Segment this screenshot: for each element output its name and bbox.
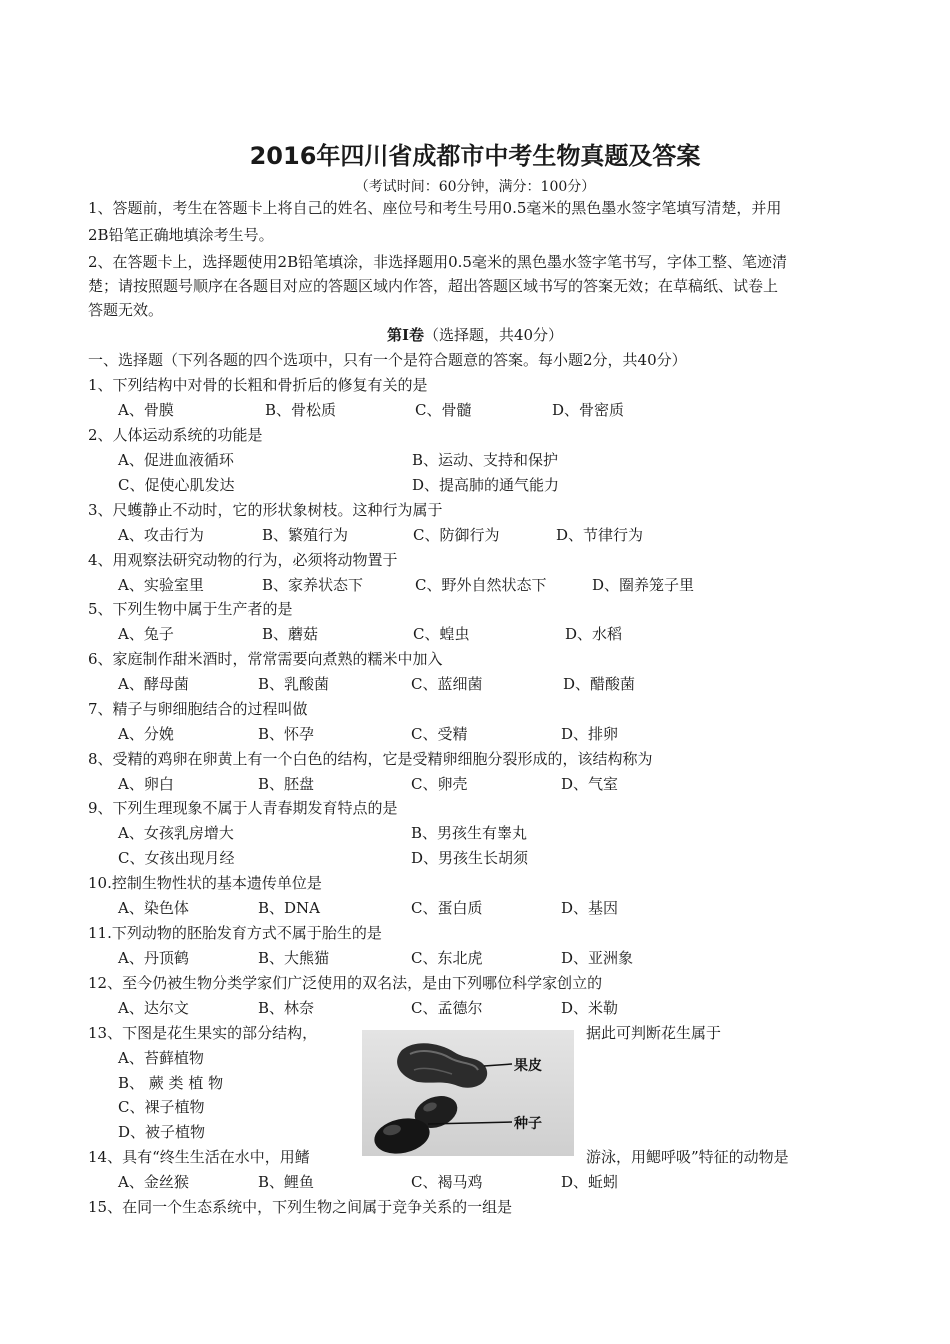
exam-info: （考试时间：60分钟，满分：100分） bbox=[354, 179, 596, 195]
question-1-option-d: D、骨密质 bbox=[552, 401, 625, 419]
section-intro: 一、选择题（下列各题的四个选项中，只有一个是符合题意的答案。每小题2分，共40分） bbox=[88, 351, 687, 369]
question-11-option-d: D、亚洲象 bbox=[561, 949, 634, 967]
question-7-option-c: C、受精 bbox=[411, 725, 468, 743]
question-8-option-c: C、卵壳 bbox=[411, 775, 468, 793]
question-9-option-a: A、女孩乳房增大 bbox=[118, 824, 234, 842]
question-14-option-d: D、蚯蚓 bbox=[561, 1173, 619, 1191]
question-13-stem-right: 据此可判断花生属于 bbox=[586, 1024, 722, 1042]
question-10-option-b: B、DNA bbox=[258, 899, 321, 917]
question-15-stem: 15、在同一个生态系统中，下列生物之间属于竞争关系的一组是 bbox=[88, 1198, 513, 1216]
question-1-option-b: B、骨松质 bbox=[265, 401, 337, 419]
question-2-stem: 2、人体运动系统的功能是 bbox=[88, 426, 263, 444]
question-12-option-c: C、孟德尔 bbox=[411, 999, 483, 1017]
question-13-option-d: D、被子植物 bbox=[118, 1123, 206, 1141]
question-3-option-a: A、攻击行为 bbox=[118, 526, 204, 544]
question-3-option-c: C、防御行为 bbox=[413, 526, 500, 544]
question-8-option-d: D、气室 bbox=[561, 775, 619, 793]
question-6-option-d: D、醋酸菌 bbox=[563, 675, 636, 693]
section-heading-rest: （选择题，共40分） bbox=[423, 326, 564, 344]
question-2-option-b: B、运动、支持和保护 bbox=[412, 451, 559, 469]
question-1-stem: 1、下列结构中对骨的长粗和骨折后的修复有关的是 bbox=[88, 376, 428, 394]
seed-label: 种子 bbox=[514, 1116, 542, 1132]
question-3-stem: 3、尺蠖静止不动时，它的形状象树枝。这种行为属于 bbox=[88, 501, 443, 519]
question-12-option-b: B、林奈 bbox=[258, 999, 315, 1017]
question-2-option-d: D、提高肺的通气能力 bbox=[412, 476, 560, 494]
question-14-option-a: A、金丝猴 bbox=[118, 1173, 189, 1191]
section-heading bbox=[0, 325, 950, 345]
question-2-option-c: C、促使心肌发达 bbox=[118, 476, 235, 494]
question-1-option-a: A、骨膜 bbox=[118, 401, 174, 419]
question-11-stem: 11.下列动物的胚胎发育方式不属于胎生的是 bbox=[88, 924, 382, 942]
question-13-option-a: A、苔藓植物 bbox=[118, 1049, 204, 1067]
question-14-stem-left: 14、具有“终生生活在水中，用鳍 bbox=[88, 1148, 310, 1166]
question-2-option-a: A、促进血液循环 bbox=[118, 451, 234, 469]
peanut-illustration bbox=[362, 1030, 574, 1156]
question-11-option-b: B、大熊猫 bbox=[258, 949, 330, 967]
question-6-option-a: A、酵母菌 bbox=[118, 675, 189, 693]
page-title: 2016年四川省成都市中考生物真题及答案 bbox=[249, 142, 701, 170]
pericarp-label: 果皮 bbox=[514, 1058, 542, 1074]
question-7-stem: 7、精子与卵细胞结合的过程叫做 bbox=[88, 700, 308, 718]
question-8-option-a: A、卵白 bbox=[118, 775, 174, 793]
question-6-option-b: B、乳酸菌 bbox=[258, 675, 330, 693]
question-3-option-d: D、节律行为 bbox=[556, 526, 644, 544]
question-5-stem: 5、下列生物中属于生产者的是 bbox=[88, 600, 293, 618]
question-13-option-c: C、裸子植物 bbox=[118, 1098, 205, 1116]
question-4-option-d: D、圈养笼子里 bbox=[592, 576, 695, 594]
question-4-option-b: B、家养状态下 bbox=[262, 576, 364, 594]
question-4-option-c: C、野外自然状态下 bbox=[415, 576, 547, 594]
question-1-option-c: C、骨髓 bbox=[415, 401, 472, 419]
instruction-1-line-1: 1、答题前，考生在答题卡上将自己的姓名、座位号和考生号用0.5毫米的黑色墨水签字笔填写清楚，并用 bbox=[88, 199, 782, 217]
question-6-stem: 6、家庭制作甜米酒时，常常需要向煮熟的糯米中加入 bbox=[88, 650, 443, 668]
question-5-option-b: B、蘑菇 bbox=[262, 625, 319, 643]
question-14-stem-right: 游泳，用鳃呼吸”特征的动物是 bbox=[586, 1148, 789, 1166]
question-5-option-c: C、蝗虫 bbox=[413, 625, 470, 643]
question-10-option-a: A、染色体 bbox=[118, 899, 189, 917]
question-12-option-a: A、达尔文 bbox=[118, 999, 189, 1017]
instruction-2-line-3: 答题无效。 bbox=[88, 301, 164, 319]
instruction-2-line-1: 2、在答题卡上，选择题使用2B铅笔填涂，非选择题用0.5毫米的黑色墨水签字笔书写，字体工整、笔迹清 bbox=[88, 253, 787, 271]
question-10-option-d: D、基因 bbox=[561, 899, 619, 917]
question-13-stem-left: 13、下图是花生果实的部分结构， bbox=[88, 1024, 318, 1042]
question-9-option-b: B、男孩生有睾丸 bbox=[411, 824, 528, 842]
section-heading-bold: 第Ⅰ卷 bbox=[386, 326, 424, 344]
question-8-option-b: B、胚盘 bbox=[258, 775, 315, 793]
question-5-option-a: A、兔子 bbox=[118, 625, 174, 643]
question-11-option-a: A、丹顶鹤 bbox=[118, 949, 189, 967]
instruction-1-line-2: 2B铅笔正确地填涂考生号。 bbox=[88, 226, 274, 244]
question-7-option-b: B、怀孕 bbox=[258, 725, 315, 743]
question-3-option-b: B、繁殖行为 bbox=[262, 526, 349, 544]
instruction-2-line-2: 楚；请按照题号顺序在各题目对应的答题区域内作答，超出答题区域书写的答案无效；在草稿纸、试卷上 bbox=[88, 277, 779, 295]
question-14-option-c: C、褐马鸡 bbox=[411, 1173, 483, 1191]
question-11-option-c: C、东北虎 bbox=[411, 949, 483, 967]
question-9-option-d: D、男孩生长胡须 bbox=[411, 849, 529, 867]
question-8-stem: 8、受精的鸡卵在卵黄上有一个白色的结构，它是受精卵细胞分裂形成的，该结构称为 bbox=[88, 750, 653, 768]
peanut-figure bbox=[362, 1030, 574, 1156]
question-13-option-b: B、 蕨 类 植 物 bbox=[118, 1074, 224, 1092]
question-4-stem: 4、用观察法研究动物的行为，必须将动物置于 bbox=[88, 551, 398, 569]
question-10-option-c: C、蛋白质 bbox=[411, 899, 483, 917]
question-10-stem: 10.控制生物性状的基本遗传单位是 bbox=[88, 874, 322, 892]
question-6-option-c: C、蓝细菌 bbox=[411, 675, 483, 693]
question-12-option-d: D、米勒 bbox=[561, 999, 619, 1017]
question-9-stem: 9、下列生理现象不属于人青春期发育特点的是 bbox=[88, 799, 398, 817]
question-5-option-d: D、水稻 bbox=[565, 625, 623, 643]
question-7-option-d: D、排卵 bbox=[561, 725, 619, 743]
question-7-option-a: A、分娩 bbox=[118, 725, 174, 743]
question-4-option-a: A、实验室里 bbox=[118, 576, 204, 594]
question-9-option-c: C、女孩出现月经 bbox=[118, 849, 235, 867]
question-12-stem: 12、至今仍被生物分类学家们广泛使用的双名法，是由下列哪位科学家创立的 bbox=[88, 974, 603, 992]
question-14-option-b: B、鲤鱼 bbox=[258, 1173, 315, 1191]
